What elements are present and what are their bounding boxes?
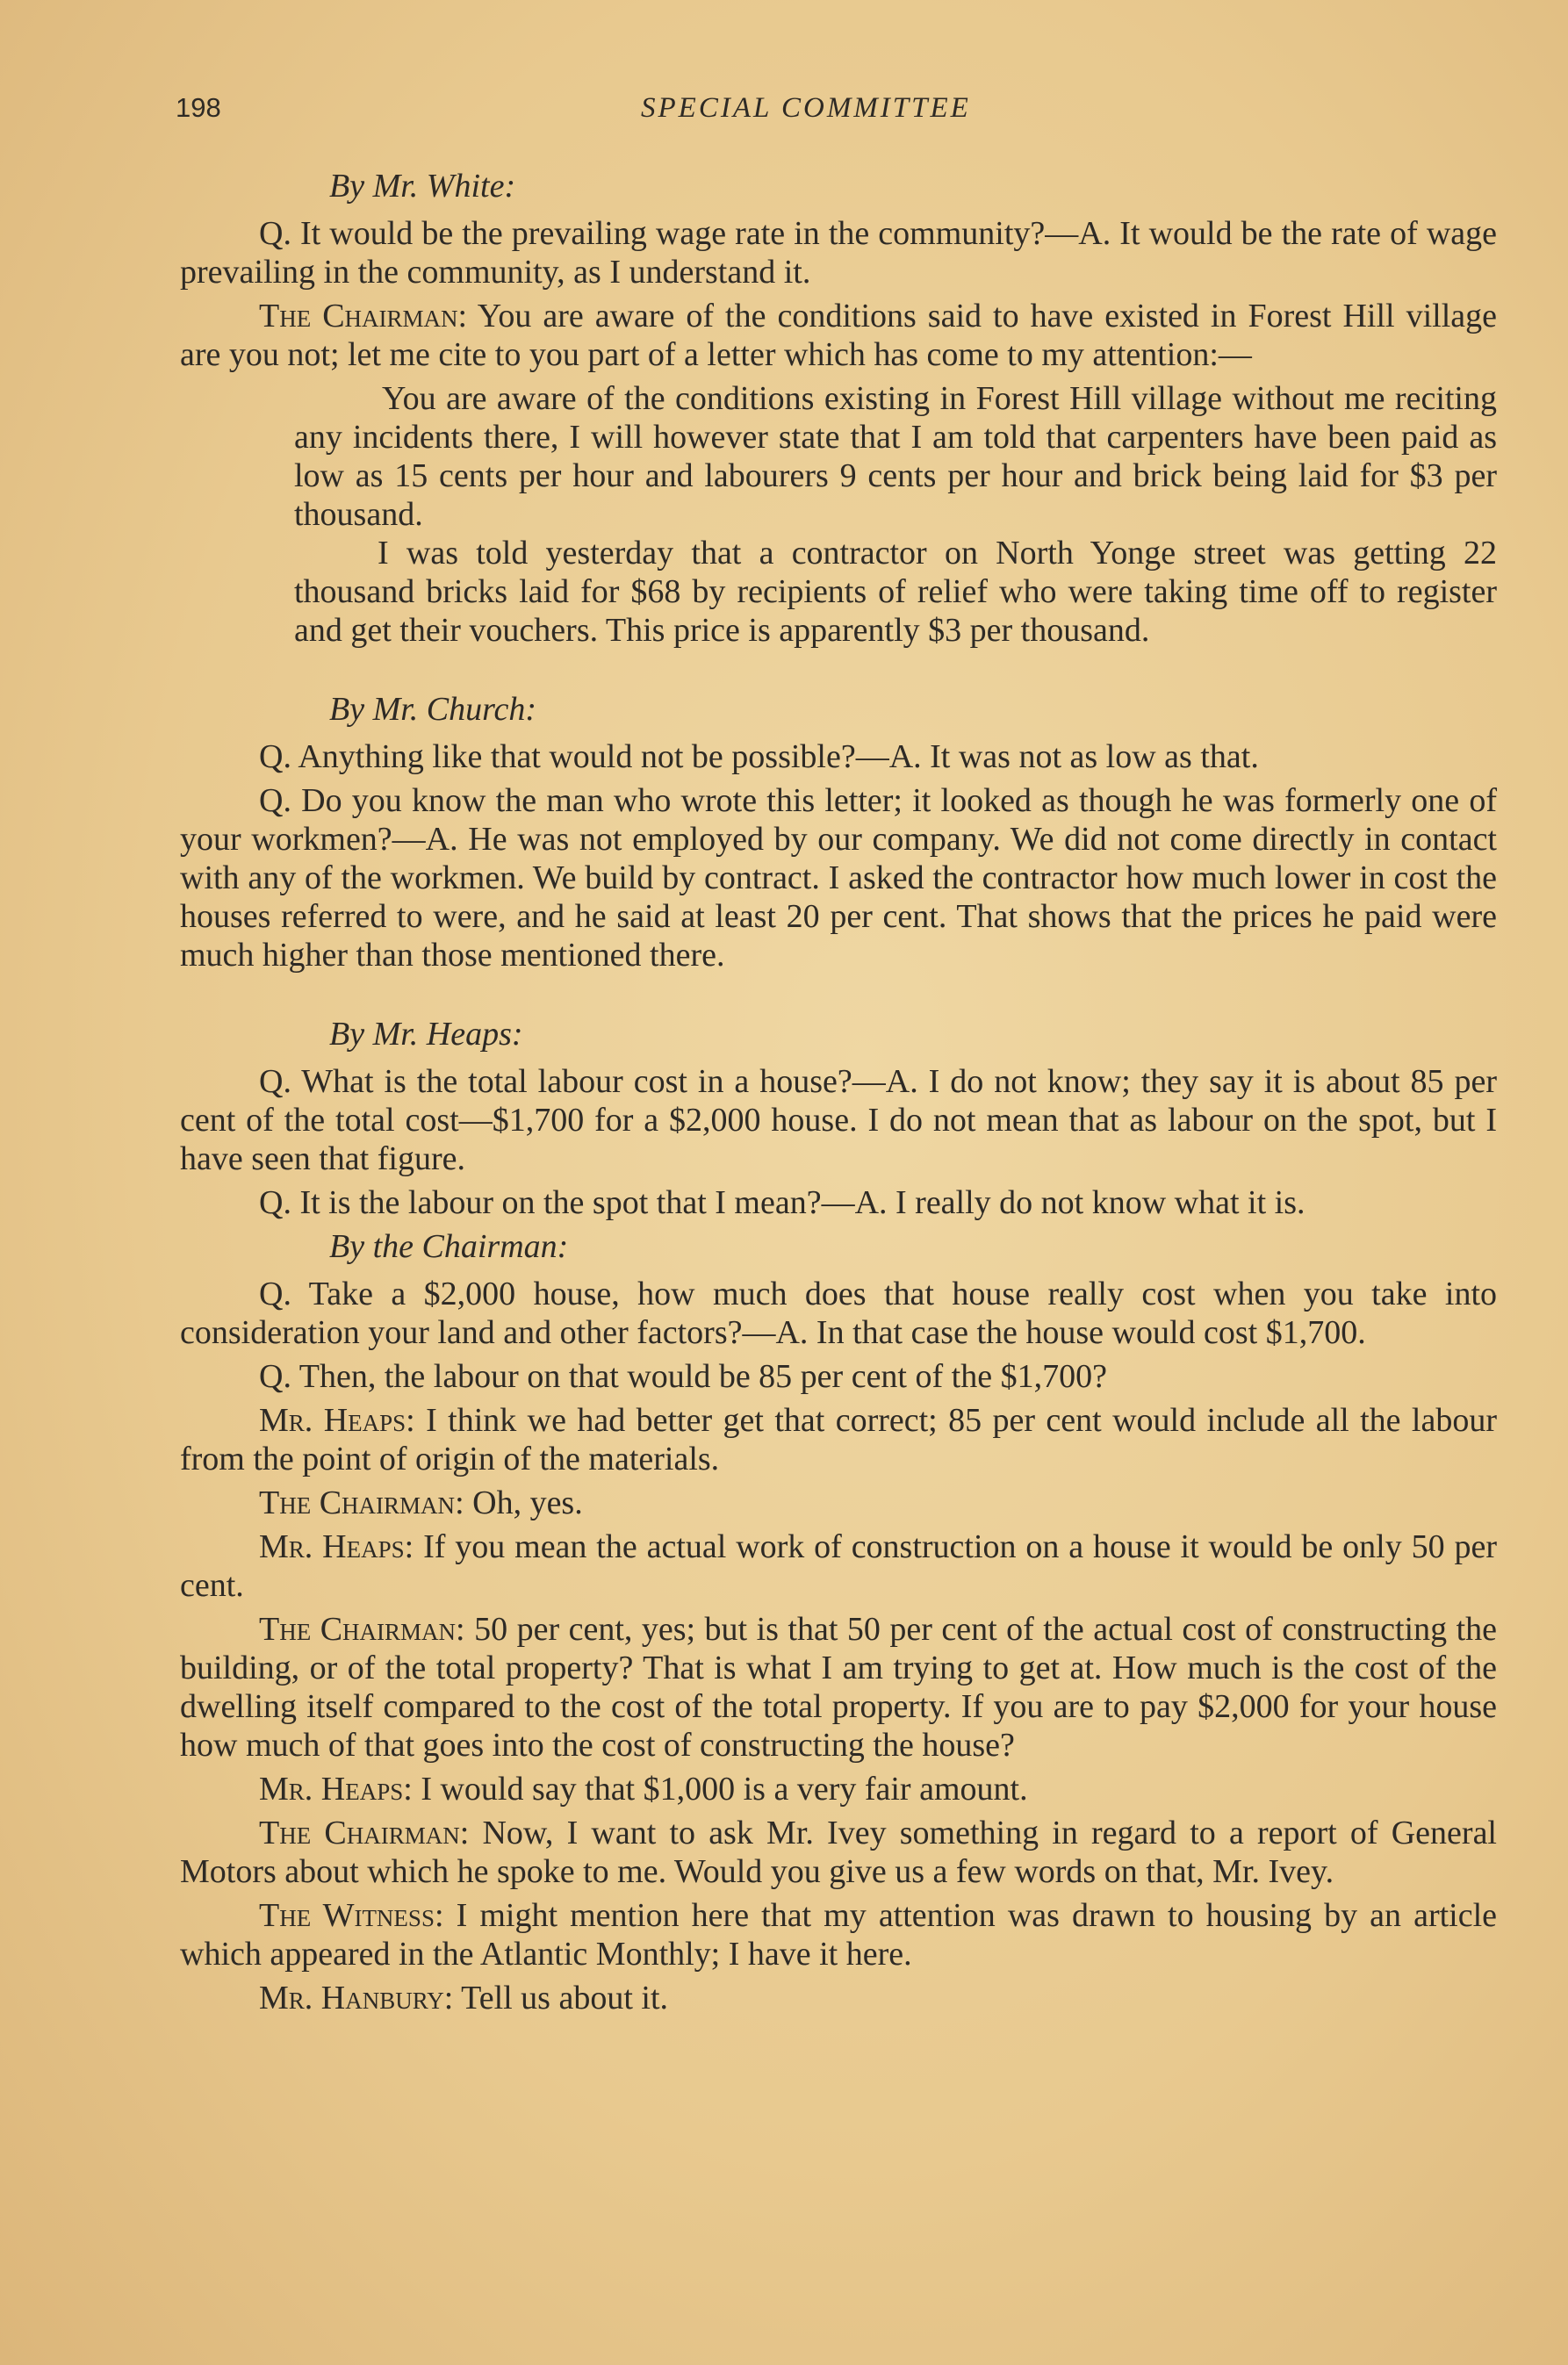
- examiner-heading: By the Chairman:: [329, 1228, 569, 1265]
- quoted-letter: [294, 379, 1497, 650]
- speaker-name: Mr. Heaps: [259, 1402, 406, 1439]
- speaker-text: Now, I want to ask Mr. Ivey something in regard to a report of General Motors about which he spoke to me. Would you give us a few words on that, Mr. Ivey.: [180, 1815, 1497, 1890]
- question-answer: Q. Anything like that would not be possible?—A. It was not as low as that.: [259, 738, 1259, 775]
- speaker-text: 50 per cent, yes; but is that 50 per cent of the actual cost of constructing the building, or of the total property? That is what I am trying to get at. How much is the cost of the dwelling itself compared to the cost of the total property. If you are to pay $2,000 for your house how much of that goes into the cost of constructing the house?: [180, 1611, 1497, 1764]
- running-title: SPECIAL COMMITTEE: [641, 92, 971, 124]
- speaker-paragraph: The Chairman: Oh, yes.: [259, 1484, 583, 1521]
- question-answer: Q. Do you know the man who wrote this letter; it looked as though he was formerly one of your workmen?—A. He was not employed by our company. We did not come directly in contact with any of the workmen. We build by contract. I asked the contractor how much lower in cost the houses referred to were, and he said at least 20 per cent. That shows that the prices he paid were much higher than those mentioned there.: [180, 782, 1497, 974]
- speaker-paragraph: The Chairman: Now, I want to ask Mr. Ivey something in regard to a report of General Motors about which he spoke to me. Would you give us a few words on that, Mr. Ivey.: [180, 1815, 1497, 1890]
- question-answer: Q. Take a $2,000 house, how much does that house really cost when you take into consideration your land and other factors?—A. In that case the house would cost $1,700.: [180, 1276, 1497, 1351]
- examiner-heading: By Mr. Heaps:: [329, 1016, 523, 1053]
- speaker-paragraph: The Chairman: 50 per cent, yes; but is that 50 per cent of the actual cost of constructing the building, or of the total property? That is what I am trying to get at. How much is the cost of the dwelling itself compared to the cost of the total property. If you are to pay $2,000 for your house how much of that goes into the cost of constructing the house?: [180, 1611, 1497, 1764]
- question-answer: Q. What is the total labour cost in a house?—A. I do not know; they say it is about 85 per cent of the total cost—$1,700 for a $2,000 house. I do not mean that as labour on the spot, but I have seen that figure.: [180, 1063, 1497, 1177]
- speaker-paragraph: The Witness: I might mention here that my attention was drawn to housing by an article which appeared in the Atlantic Monthly; I have it here.: [180, 1897, 1498, 1973]
- question-answer: Q. It would be the prevailing wage rate in the community?—A. It would be the rate of wage prevailing in the community, as I understand it.: [180, 215, 1497, 291]
- speaker-text: Tell us about it.: [461, 1980, 669, 2016]
- page-number: 198: [176, 92, 221, 123]
- speaker-text: I think we had better get that correct; 85 per cent would include all the labour from the point of origin of the materials.: [180, 1402, 1497, 1477]
- speaker-name: The Chairman: [259, 298, 458, 334]
- speaker-name: The Chairman: [259, 1815, 460, 1851]
- speaker-paragraph: Mr. Heaps: I think we had better get that correct; 85 per cent would include all the labour from the point of origin of the materials.: [180, 1402, 1497, 1477]
- speaker-text: I would say that $1,000 is a very fair amount.: [421, 1771, 1028, 1808]
- speaker-text: You are aware of the conditions said to have existed in Forest Hill village are you not; let me cite to you part of a letter which has come to my attention:—: [180, 298, 1497, 373]
- speaker-paragraph: Mr. Heaps: I would say that $1,000 is a very fair amount.: [259, 1771, 1028, 1808]
- transcript-body: [180, 167, 1497, 2017]
- page-header: [176, 92, 1492, 136]
- speaker-name: The Witness: [259, 1897, 435, 1934]
- speaker-name: Mr. Heaps: [259, 1771, 404, 1808]
- speaker-text: I might mention here that my attention was drawn to housing by an article which appeared in the Atlantic Monthly; I have it here.: [180, 1897, 1498, 1973]
- speaker-name: Mr. Heaps: [259, 1528, 405, 1565]
- speaker-paragraph: Mr. Hanbury: Tell us about it.: [259, 1980, 669, 2016]
- speaker-paragraph: Mr. Heaps: If you mean the actual work of construction on a house it would be only 50 per cent.: [180, 1528, 1497, 1604]
- speaker-name: The Chairman: [259, 1611, 457, 1648]
- speaker-paragraph: The Chairman: You are aware of the conditions said to have existed in Forest Hill village are you not; let me cite to you part of a letter which has come to my attention:—: [180, 298, 1497, 373]
- question-answer: Q. It is the labour on the spot that I mean?—A. I really do not know what it is.: [259, 1184, 1305, 1221]
- quote-paragraph: You are aware of the conditions existing in Forest Hill village without me reciting any incidents there, I will however state that I am told that carpenters have been paid as low as 15 cents per hour and labourers 9 cents per hour and brick being laid for $3 per thousand.: [294, 380, 1497, 533]
- speaker-name: Mr. Hanbury: [259, 1980, 444, 2016]
- examiner-heading: By Mr. Church:: [329, 691, 537, 728]
- speaker-name: The Chairman: [259, 1484, 456, 1521]
- speaker-text: If you mean the actual work of construction on a house it would be only 50 per cent.: [180, 1528, 1497, 1604]
- speaker-text: Oh, yes.: [472, 1484, 583, 1521]
- examiner-heading: By Mr. White:: [329, 168, 516, 205]
- quote-paragraph: I was told yesterday that a contractor on North Yonge street was getting 22 thousand bricks laid for $68 by recipients of relief who were taking time off to register and get their vouchers. This price is apparently $3 per thousand.: [294, 535, 1497, 649]
- question-answer: Q. Then, the labour on that would be 85 per cent of the $1,700?: [259, 1358, 1107, 1395]
